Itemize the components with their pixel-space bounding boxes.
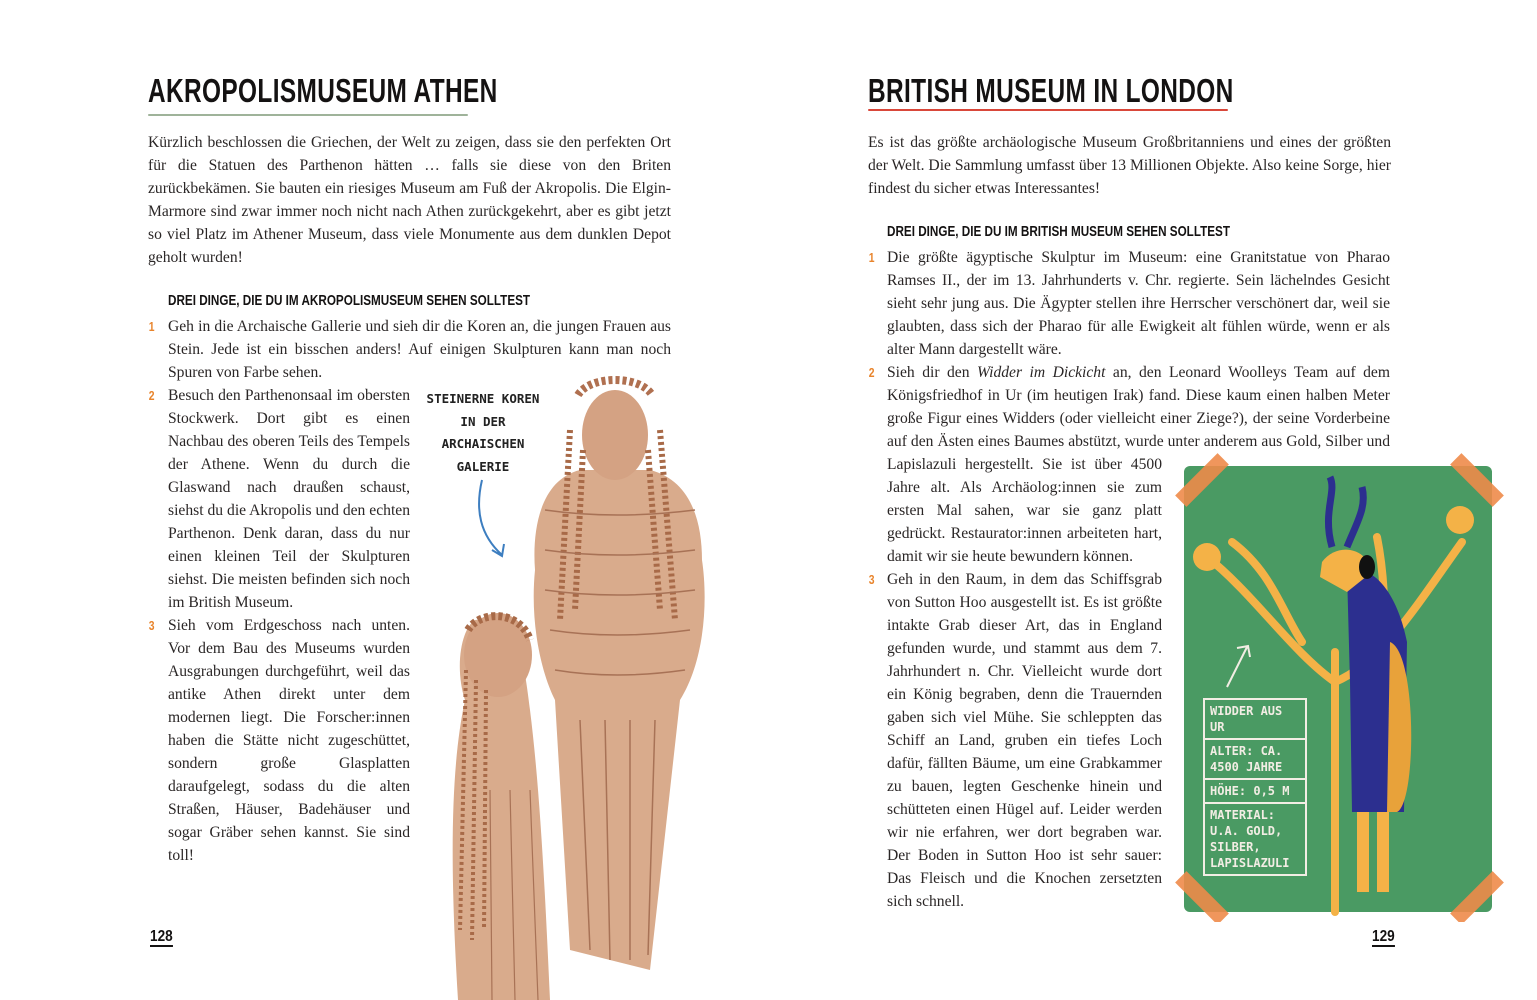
info-card xyxy=(1203,698,1307,876)
flower xyxy=(1193,543,1221,571)
list-item: Die größte ägyptische Skulptur im Museum: eine Granitstatue von Pharao Ramses II., der im 13. Jahrhunderts v. Chr. regierte. Sein lächelndes Gesicht sieht sehr jung aus. Die Ägypter stellen ihre Herrscher verschönert dar, weil sie glaubten, dass sich der Pharao für alle Ewigkeit alt fühlen würde, wenn er als alter Mann dargestellt wäre. xyxy=(887,249,1390,358)
section-subheading: DREI DINGE, DIE DU IM BRITISH MUSEUM SEHEN SOLLTEST xyxy=(887,223,1231,240)
section-subheading: DREI DINGE, DIE DU IM AKROPOLISMUSEUM SEHEN SOLLTEST xyxy=(168,292,531,309)
info-card-title: WIDDER AUS UR xyxy=(1205,700,1305,740)
list-number: 3 xyxy=(868,572,875,587)
page-title: AKROPOLISMUSEUM ATHEN xyxy=(148,72,498,109)
intro-paragraph: Kürzlich beschlossen die Griechen, der Welt zu zeigen, dass sie den perfekten Ort für die Statuen des Parthenon hätten … falls sie diese von den Briten zurückbekämen. Sie bauten ein riesiges Museum am Fuß der Akropolis. Die Elgin-Marmore sind zwar immer noch nicht nach Athen zurückgekehrt, aber es gibt jetzt so viel Platz im Athener Museum, dass viele Monumente aus dem dunklen Depot geholt wurden! xyxy=(148,134,671,266)
intro-paragraph: Es ist das größte archäologische Museum Großbritanniens und eines der größten der Welt. Die Sammlung umfasst über 13 Millionen Objekte. Also keine Sorge, hier findest du sicher etwas Interessantes! xyxy=(868,134,1391,197)
list-number: 3 xyxy=(148,618,155,633)
list-number: 2 xyxy=(148,388,155,403)
page-number: 129 xyxy=(1372,928,1395,945)
page-number: 128 xyxy=(150,928,173,945)
list-item-text: Sieh dir den xyxy=(887,364,977,381)
list-item: Geh in die Archaische Gallerie und sieh dir die Koren an, die jungen Frauen aus Stein. Jede ist ein bisschen anders! Auf einigen Skulpturen kann man noch Spuren von Farbe sehen. xyxy=(168,318,671,381)
info-card-age: ALTER: CA. 4500 JAHRE xyxy=(1205,740,1305,780)
list-number: 1 xyxy=(148,319,155,334)
list-number: 2 xyxy=(868,365,875,380)
list-item: Besuch den Parthenonsaal im obersten Stockwerk. Dort gibt es einen Nachbau des oberen Teils des Tempels der Athene. Wenn du durch die Glaswand nach draußen schaust, siehst du die Akropolis und den echten Parthenon. Denk daran, dass du nur einen kleinen Teil der Skulpturen siehst. Die meisten befinden sich noch im British Museum. xyxy=(168,387,410,611)
list-item: Geh in den Raum, in dem das Schiffsgrab von Sutton Hoo ausgestellt ist. Es ist größte intakte Grab dieser Art, das in England gefunden wurde, und stammt aus dem 7. Jahrhundert n. Chr. Vielleicht wurde dort ein König begraben, denn die Trauernden gaben sich viel Mühe. Sie schleppten das Schiff an Land, gruben ein tiefes Loch dafür, fällten Bäume, um eine Grabkammer zu bauen, legten Geschenke hinein und schütteten einen Hügel auf. Leider werden wir nie erfahren, wer dort begraben war. Der Boden in Sutton Hoo ist sehr sauer: Das Fleisch und die Knochen zersetzten sich schnell. xyxy=(887,571,1162,910)
list-number: 1 xyxy=(868,250,875,265)
title-underline xyxy=(868,109,1228,111)
list-item: Sieh vom Erdgeschoss nach unten. Vor dem Bau des Museums wurden Ausgrabungen durchgeführt, weil das antike Athen direkt unter dem modernen liegt. Die Forscher:innen haben die Stätte nicht zugeschüttet, sondern große Glasplatten daraufgelegt, sodass du die alten Straßen, Häuser, Badehäuser und sogar Gräber sehen kannst. Sie sind toll! xyxy=(168,617,410,864)
illustration-caption: STEINERNE KOREN IN DER ARCHAISCHEN GALERIE xyxy=(426,391,540,474)
list-item-text: an, den Leonard Woolleys Team auf dem Königsfriedhof in Ur (im heutigen Irak) fand. Diese kaum einen halben Meter große Figur eines Widders (oder vielleicht einer Ziege?), der seine Vorderbeine auf den Ästen eines Baumes abstützt, wurde unter anderem aus Gold, Silber und Lapislazuli hergestellt. Sie ist über 4500 Jahre alt. Als Archäolog:innen sie zum ersten Mal sahen, war sie ganz platt gedrückt. Restaurator:innen arbeiteten hart, damit wir sie heute bewundern können. xyxy=(887,364,1390,565)
flower xyxy=(1446,506,1474,534)
info-card-height: HÖHE: 0,5 M xyxy=(1205,780,1305,804)
info-card-material: MATERIAL: U.A. GOLD, SILBER, LAPISLAZULI xyxy=(1210,808,1290,870)
page-title: BRITISH MUSEUM IN LONDON xyxy=(868,72,1234,109)
artwork-title: Widder im Dickicht xyxy=(977,364,1106,381)
